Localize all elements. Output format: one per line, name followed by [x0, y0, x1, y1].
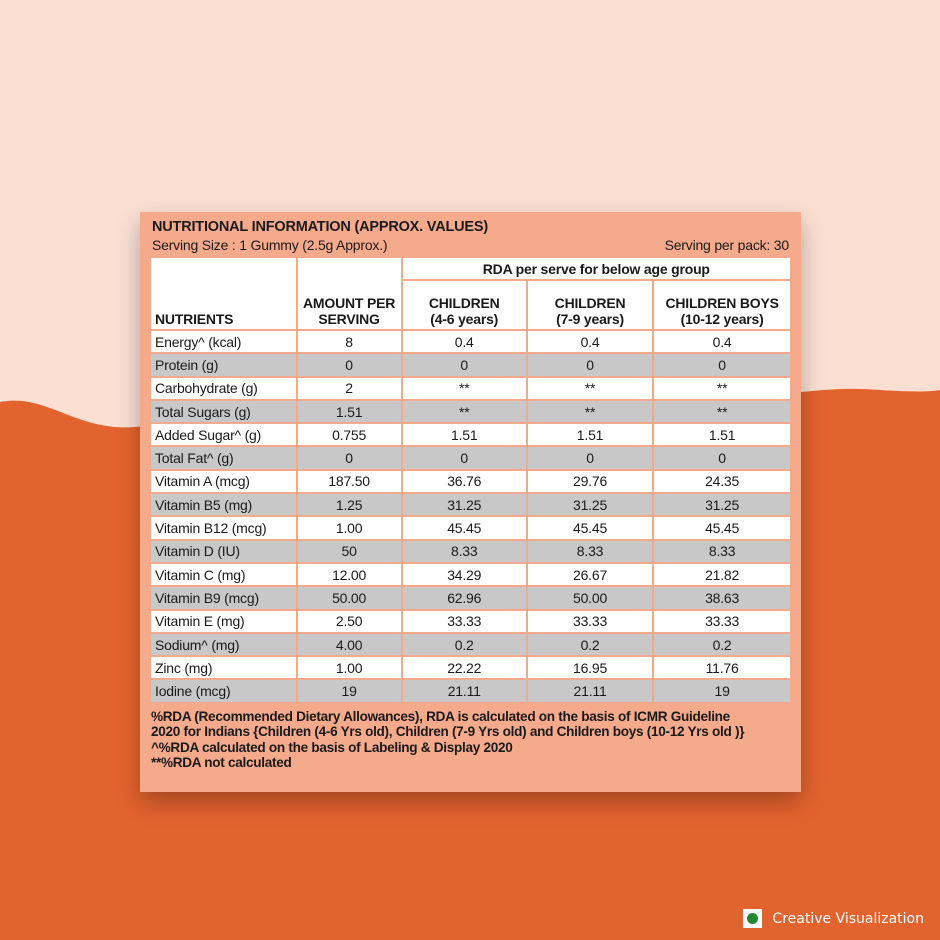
amount-header: AMOUNT PER SERVING — [297, 257, 402, 330]
table-row — [150, 470, 791, 493]
nutrient-name-cell: Vitamin D (IU) — [150, 540, 297, 563]
value-cell: 8.33 — [527, 540, 653, 563]
value-cell: 1.51 — [527, 423, 653, 446]
value-cell: 8.33 — [402, 540, 527, 563]
rda-group-header: RDA per serve for below age group — [402, 257, 791, 280]
nutrient-name-cell: Vitamin E (mg) — [150, 610, 297, 633]
value-cell: 19 — [297, 679, 402, 702]
table-row — [150, 493, 791, 516]
table-row — [150, 423, 791, 446]
footnote-line: %RDA (Recommended Dietary Allowances), RDA is calculated on the basis of ICMR Guideline — [151, 708, 730, 724]
value-cell: 21.11 — [402, 679, 527, 702]
value-cell: ** — [653, 377, 791, 400]
value-cell: 1.51 — [297, 400, 402, 423]
value-cell: ** — [402, 400, 527, 423]
value-cell: 0 — [297, 353, 402, 376]
value-cell: 38.63 — [653, 586, 791, 609]
serving-row — [149, 236, 792, 254]
footnote-line: ^%RDA calculated on the basis of Labeling & Display 2020 — [151, 739, 513, 755]
nutrient-name-cell: Vitamin A (mcg) — [150, 470, 297, 493]
value-cell: 0.2 — [653, 633, 791, 656]
table-row — [150, 446, 791, 469]
nutrient-name-cell: Added Sugar^ (g) — [150, 423, 297, 446]
table-row — [150, 679, 791, 702]
value-cell: 45.45 — [402, 516, 527, 539]
value-cell: 50 — [297, 540, 402, 563]
value-cell: 21.11 — [527, 679, 653, 702]
table-row — [150, 330, 791, 353]
value-cell: 33.33 — [653, 610, 791, 633]
value-cell: 8 — [297, 330, 402, 353]
value-cell: 8.33 — [653, 540, 791, 563]
value-cell: 11.76 — [653, 656, 791, 679]
value-cell: 2 — [297, 377, 402, 400]
serving-size: Serving Size : 1 Gummy (2.5g Approx.) — [152, 237, 388, 253]
value-cell: 0.755 — [297, 423, 402, 446]
group-children-7-9-header: CHILDREN (7-9 years) — [527, 280, 653, 330]
nutrient-name-cell: Iodine (mcg) — [150, 679, 297, 702]
table-row — [150, 563, 791, 586]
value-cell: 1.51 — [653, 423, 791, 446]
value-cell: 50.00 — [527, 586, 653, 609]
value-cell: 0 — [402, 353, 527, 376]
watermark — [743, 909, 924, 928]
nutrient-name-cell: Energy^ (kcal) — [150, 330, 297, 353]
value-cell: 33.33 — [527, 610, 653, 633]
table-row — [150, 516, 791, 539]
value-cell: 21.82 — [653, 563, 791, 586]
header-row-group — [150, 257, 791, 280]
value-cell: 0 — [527, 353, 653, 376]
serving-per-pack: Serving per pack: 30 — [664, 237, 789, 253]
table-row — [150, 656, 791, 679]
value-cell: 0 — [402, 446, 527, 469]
value-cell: 45.45 — [527, 516, 653, 539]
nutrient-name-cell: Sodium^ (mg) — [150, 633, 297, 656]
value-cell: 22.22 — [402, 656, 527, 679]
value-cell: 31.25 — [653, 493, 791, 516]
table-row — [150, 377, 791, 400]
value-cell: 1.00 — [297, 516, 402, 539]
value-cell: ** — [402, 377, 527, 400]
group-children-4-6-header: CHILDREN (4-6 years) — [402, 280, 527, 330]
nutrients-header: NUTRIENTS — [150, 257, 297, 330]
value-cell: 31.25 — [402, 493, 527, 516]
footnotes — [149, 704, 792, 771]
value-cell: 29.76 — [527, 470, 653, 493]
nutrition-table — [149, 256, 792, 704]
footnote-line: **%RDA not calculated — [151, 755, 292, 771]
veg-mark-icon — [743, 909, 762, 928]
nutrition-table-body — [150, 330, 791, 703]
nutrient-name-cell: Vitamin B9 (mcg) — [150, 586, 297, 609]
value-cell: 31.25 — [527, 493, 653, 516]
value-cell: 16.95 — [527, 656, 653, 679]
value-cell: 187.50 — [297, 470, 402, 493]
value-cell: 45.45 — [653, 516, 791, 539]
table-row — [150, 353, 791, 376]
nutrient-name-cell: Vitamin C (mg) — [150, 563, 297, 586]
value-cell: 34.29 — [402, 563, 527, 586]
value-cell: 4.00 — [297, 633, 402, 656]
value-cell: 36.76 — [402, 470, 527, 493]
value-cell: 0 — [527, 446, 653, 469]
footnote-line: 2020 for Indians {Children (4-6 Yrs old), Children (7-9 Yrs old) and Children boys (10-12 Yrs old )} — [151, 724, 745, 740]
value-cell: 1.25 — [297, 493, 402, 516]
table-row — [150, 610, 791, 633]
value-cell: ** — [527, 400, 653, 423]
value-cell: 0.4 — [527, 330, 653, 353]
nutrient-name-cell: Total Fat^ (g) — [150, 446, 297, 469]
nutrient-name-cell: Vitamin B12 (mcg) — [150, 516, 297, 539]
value-cell: 0.4 — [653, 330, 791, 353]
value-cell: 0.4 — [402, 330, 527, 353]
nutrient-name-cell: Total Sugars (g) — [150, 400, 297, 423]
value-cell: ** — [653, 400, 791, 423]
nutrient-name-cell: Vitamin B5 (mg) — [150, 493, 297, 516]
nutrition-label-card — [140, 212, 801, 792]
value-cell: 33.33 — [402, 610, 527, 633]
value-cell: 0 — [653, 353, 791, 376]
value-cell: 0 — [653, 446, 791, 469]
value-cell: 19 — [653, 679, 791, 702]
value-cell: 2.50 — [297, 610, 402, 633]
value-cell: 12.00 — [297, 563, 402, 586]
value-cell: 0 — [297, 446, 402, 469]
value-cell: 26.67 — [527, 563, 653, 586]
table-row — [150, 633, 791, 656]
watermark-text: Creative Visualization — [772, 910, 924, 927]
table-row — [150, 540, 791, 563]
value-cell: ** — [527, 377, 653, 400]
value-cell: 0.2 — [402, 633, 527, 656]
value-cell: 62.96 — [402, 586, 527, 609]
value-cell: 24.35 — [653, 470, 791, 493]
nutrient-name-cell: Carbohydrate (g) — [150, 377, 297, 400]
group-children-boys-10-12-header: CHILDREN BOYS (10-12 years) — [653, 280, 791, 330]
label-title: NUTRITIONAL INFORMATION (APPROX. VALUES) — [152, 219, 488, 235]
table-row — [150, 586, 791, 609]
nutrient-name-cell: Protein (g) — [150, 353, 297, 376]
table-row — [150, 400, 791, 423]
nutrient-name-cell: Zinc (mg) — [150, 656, 297, 679]
value-cell: 1.00 — [297, 656, 402, 679]
value-cell: 1.51 — [402, 423, 527, 446]
value-cell: 50.00 — [297, 586, 402, 609]
value-cell: 0.2 — [527, 633, 653, 656]
